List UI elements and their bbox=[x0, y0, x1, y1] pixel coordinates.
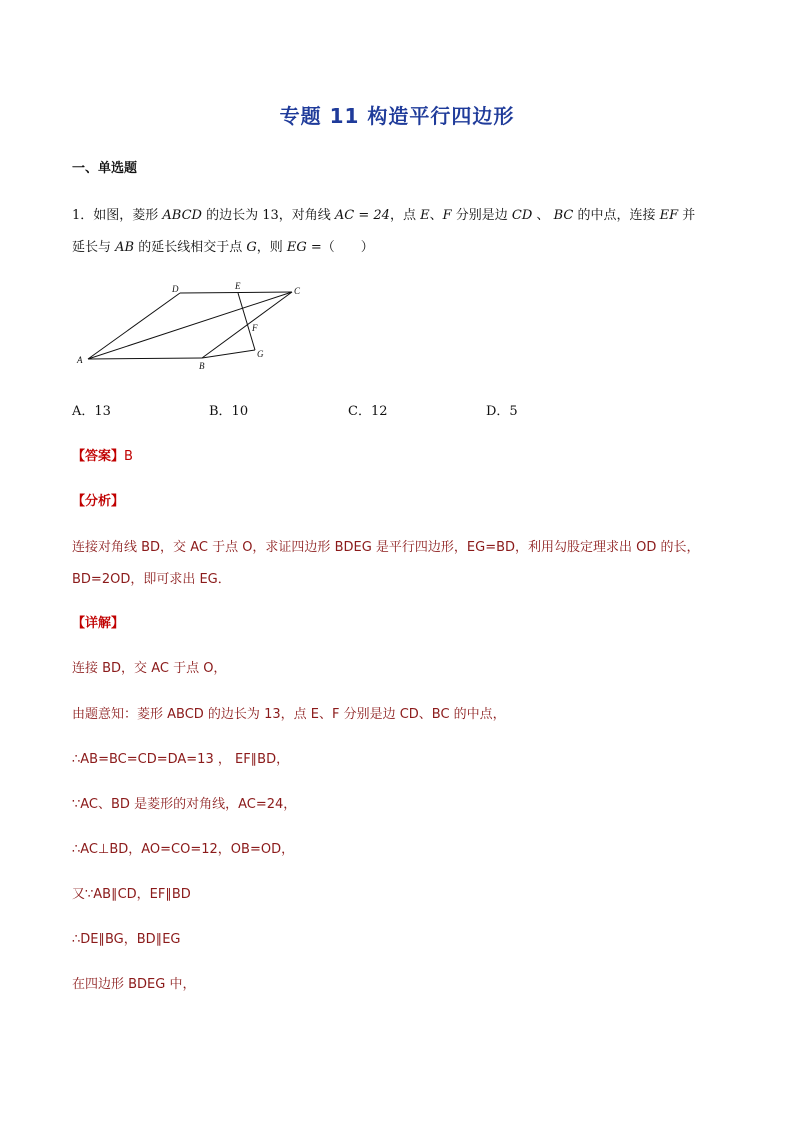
label-c: C bbox=[294, 286, 301, 296]
q-math: CD bbox=[511, 208, 533, 223]
detail-label: 【详解】 bbox=[72, 616, 125, 631]
analysis-line: BD=2OD，即可求出 EG． bbox=[72, 572, 231, 587]
detail-line: ∴AB=BC=CD=DA=13 ， EF∥BD， bbox=[72, 752, 290, 767]
answer-value: B bbox=[124, 449, 133, 464]
label-f: F bbox=[252, 323, 258, 333]
label-d: D bbox=[172, 284, 179, 294]
q-text: ，点 bbox=[389, 208, 421, 223]
q-math: E bbox=[420, 208, 430, 223]
option-b: B．10 bbox=[209, 404, 249, 419]
q-math: EG bbox=[286, 240, 307, 255]
detail-line: ∴DE∥BG，BD∥EG bbox=[72, 932, 181, 947]
label-e: E bbox=[235, 281, 241, 291]
question-line-2 bbox=[72, 236, 374, 255]
detail-line: 在四边形 BDEG 中， bbox=[72, 977, 196, 992]
q-math: AC = 24 bbox=[334, 208, 390, 223]
q-text: 1．如图，菱形 bbox=[72, 208, 163, 223]
rhombus-figure bbox=[72, 278, 312, 374]
detail-line: ∵AC、BD 是菱形的对角线，AC=24， bbox=[72, 797, 297, 812]
detail-line: 连接 BD，交 AC 于点 O， bbox=[72, 661, 227, 676]
section-heading: 一、单选题 bbox=[72, 161, 138, 176]
q-text: 延长与 bbox=[72, 240, 116, 255]
page-title: 专题 11 构造平行四边形 bbox=[279, 104, 515, 128]
q-math: F bbox=[442, 208, 452, 223]
segment-dc bbox=[180, 292, 292, 293]
segment-ad bbox=[88, 293, 180, 359]
detail-line: 又∵AB∥CD，EF∥BD bbox=[72, 887, 191, 902]
q-text: ，则 bbox=[256, 240, 287, 255]
q-text: 的边长为 13，对角线 bbox=[201, 208, 335, 223]
segment-ab bbox=[88, 358, 202, 359]
q-text: =（ ） bbox=[306, 240, 374, 255]
q-text: 分别是边 bbox=[451, 208, 512, 223]
answer-row bbox=[72, 445, 133, 464]
option-c: C．12 bbox=[348, 404, 388, 419]
q-math: G bbox=[246, 240, 257, 255]
q-math: AB bbox=[115, 240, 135, 255]
segment-cb bbox=[202, 292, 292, 358]
q-text: 、 bbox=[532, 208, 554, 223]
label-a: A bbox=[77, 355, 83, 365]
q-text: 并 bbox=[678, 208, 696, 223]
label-b: B bbox=[199, 361, 205, 371]
q-math: ABCD bbox=[162, 208, 202, 223]
analysis-line: 连接对角线 BD，交 AC 于点 O，求证四边形 BDEG 是平行四边形，EG=BD，利用勾股定理求出 OD 的长， bbox=[72, 540, 700, 555]
label-g: G bbox=[257, 349, 264, 359]
q-math: BC bbox=[553, 208, 574, 223]
q-text: 的延长线相交于点 bbox=[134, 240, 247, 255]
question-line-1 bbox=[72, 204, 695, 223]
segment-bg bbox=[202, 350, 255, 358]
answer-label: 【答案】 bbox=[72, 449, 125, 464]
detail-line: 由题意知：菱形 ABCD 的边长为 13，点 E、F 分别是边 CD、BC 的中点， bbox=[72, 707, 506, 722]
q-text: 的中点，连接 bbox=[573, 208, 660, 223]
q-math: EF bbox=[659, 208, 679, 223]
option-d: D．5 bbox=[486, 404, 518, 419]
analysis-label: 【分析】 bbox=[72, 494, 125, 509]
q-text: 、 bbox=[429, 208, 443, 223]
detail-line: ∴AC⊥BD，AO=CO=12，OB=OD， bbox=[72, 842, 295, 857]
option-a: A．13 bbox=[72, 404, 111, 419]
